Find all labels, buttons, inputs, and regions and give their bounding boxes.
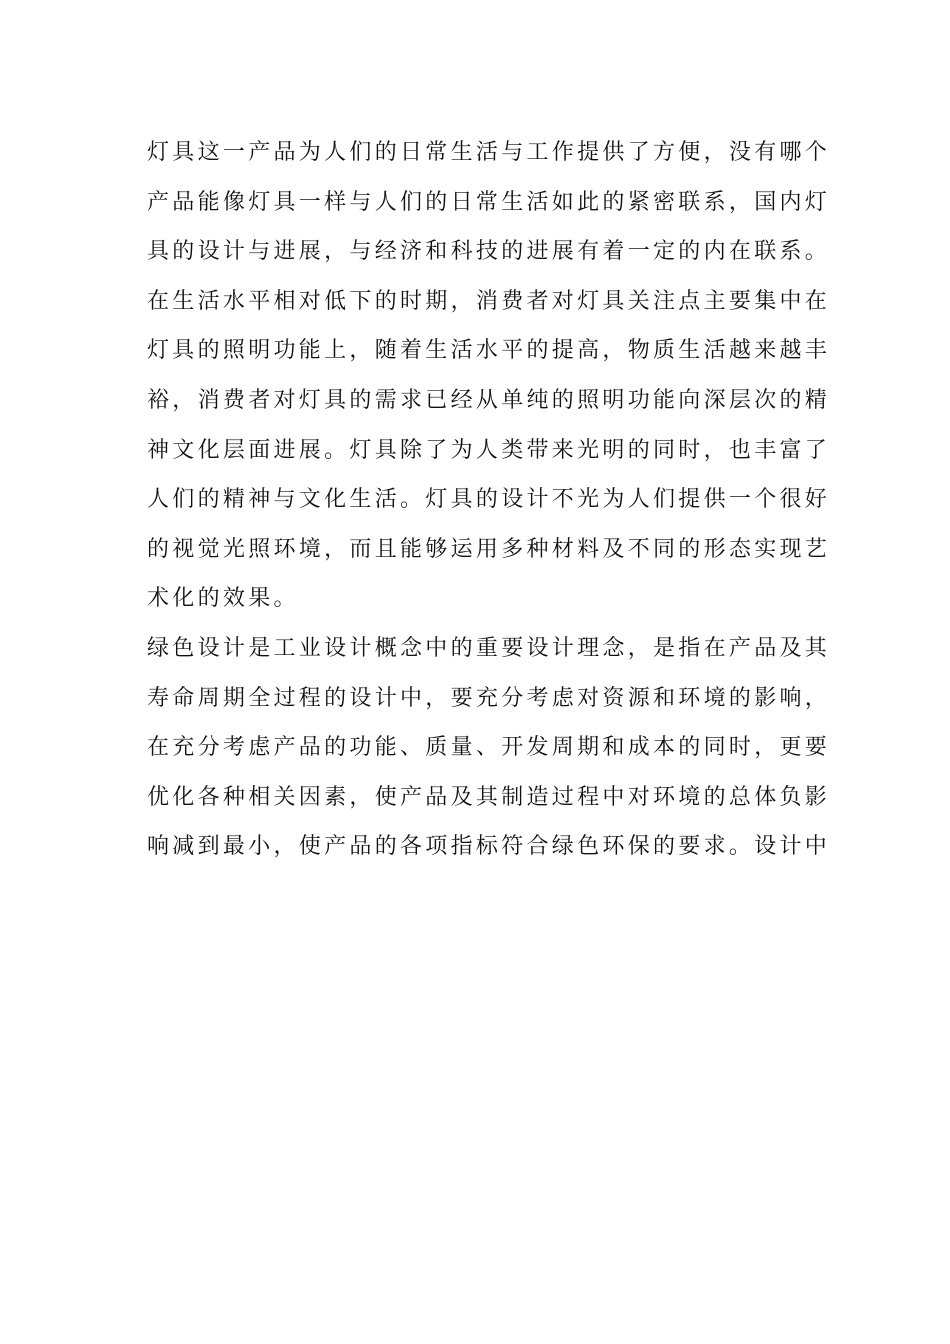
text-line: 产品能像灯具一样与人们的日常生活如此的紧密联系，国内灯 [147,189,831,215]
body-text [147,128,831,872]
paragraph-2 [147,277,831,624]
text-line: 的视觉光照环境，而且能够运用多种材料及不同的形态实现艺 [147,536,831,562]
paragraph-3 [147,624,831,872]
text-line: 人们的精神与文化生活。灯具的设计不光为人们提供一个很好 [147,487,831,513]
text-line: 灯具的照明功能上，随着生活水平的提高，物质生活越来越丰 [147,338,831,364]
text-line: 术化的效果。 [147,586,299,612]
text-line: 响减到最小，使产品的各项指标符合绿色环保的要求。设计中 [147,834,831,860]
text-line: 裕，消费者对灯具的需求已经从单纯的照明功能向深层次的精 [147,387,831,413]
text-line: 绿色设计是工业设计概念中的重要设计理念，是指在产品及其 [147,635,831,661]
text-line: 在充分考虑产品的功能、质量、开发周期和成本的同时，更要 [147,735,831,761]
text-line: 在生活水平相对低下的时期，消费者对灯具关注点主要集中在 [147,288,831,314]
text-line: 神文化层面进展。灯具除了为人类带来光明的同时，也丰富了 [147,437,831,463]
text-line: 具的设计与进展，与经济和科技的进展有着一定的内在联系。 [147,239,831,265]
text-line: 灯具这一产品为人们的日常生活与工作提供了方便，没有哪个 [147,140,831,165]
paragraph-1 [147,128,831,277]
text-line: 寿命周期全过程的设计中，要充分考虑对资源和环境的影响， [147,685,831,711]
text-line: 优化各种相关因素，使产品及其制造过程中对环境的总体负影 [147,784,831,810]
